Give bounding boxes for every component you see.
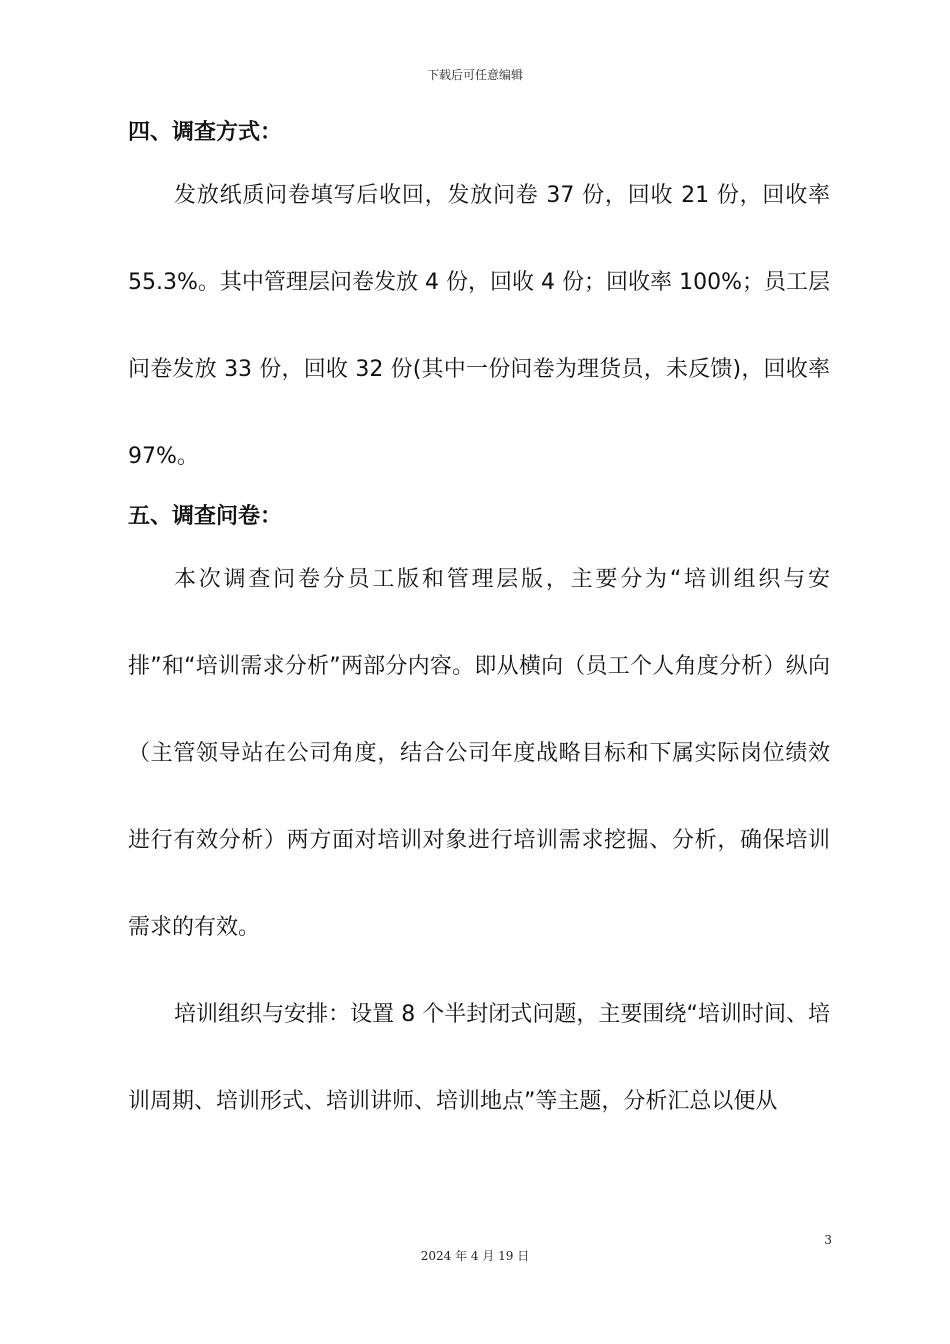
paragraph-training-organization: 培训组织与安排：设置 8 个半封闭式问题，主要围绕“培训时间、培训周期、培训形式、培训讲师、培训地点”等主题，分析汇总以便从 <box>128 1002 830 1114</box>
header-note: 下载后可任意编辑 <box>426 68 523 82</box>
paragraph-questionnaire-overview: 本次调查问卷分员工版和管理层版，主要分为“培训组织与安排”和“培训需求分析”两部分内容。即从横向（员工个人角度分析）纵向（主管领导站在公司角度，结合公司年度战略目标和下属实际岗位绩效进行有效分析）两方面对培训对象进行培训需求挖掘、分析，确保培训需求的有效。 <box>128 567 830 940</box>
footer-date: 2024 年 4 月 19 日 <box>420 1249 530 1263</box>
page-number: 3 <box>824 1233 832 1247</box>
paragraph-survey-method: 发放纸质问卷填写后收回，发放问卷 37 份，回收 21 份，回收率 55.3%。其中管理层问卷发放 4 份，回收 4 份；回收率 100%；员工层问卷发放 33 份，回收 32 份(其中一份问卷为理货员，未反馈)，回收率 97%。 <box>128 183 830 469</box>
document-body <box>128 110 830 1145</box>
section-title-questionnaire: 五、调查问卷： <box>128 504 283 529</box>
section-title-survey-method: 四、调查方式： <box>128 120 283 145</box>
